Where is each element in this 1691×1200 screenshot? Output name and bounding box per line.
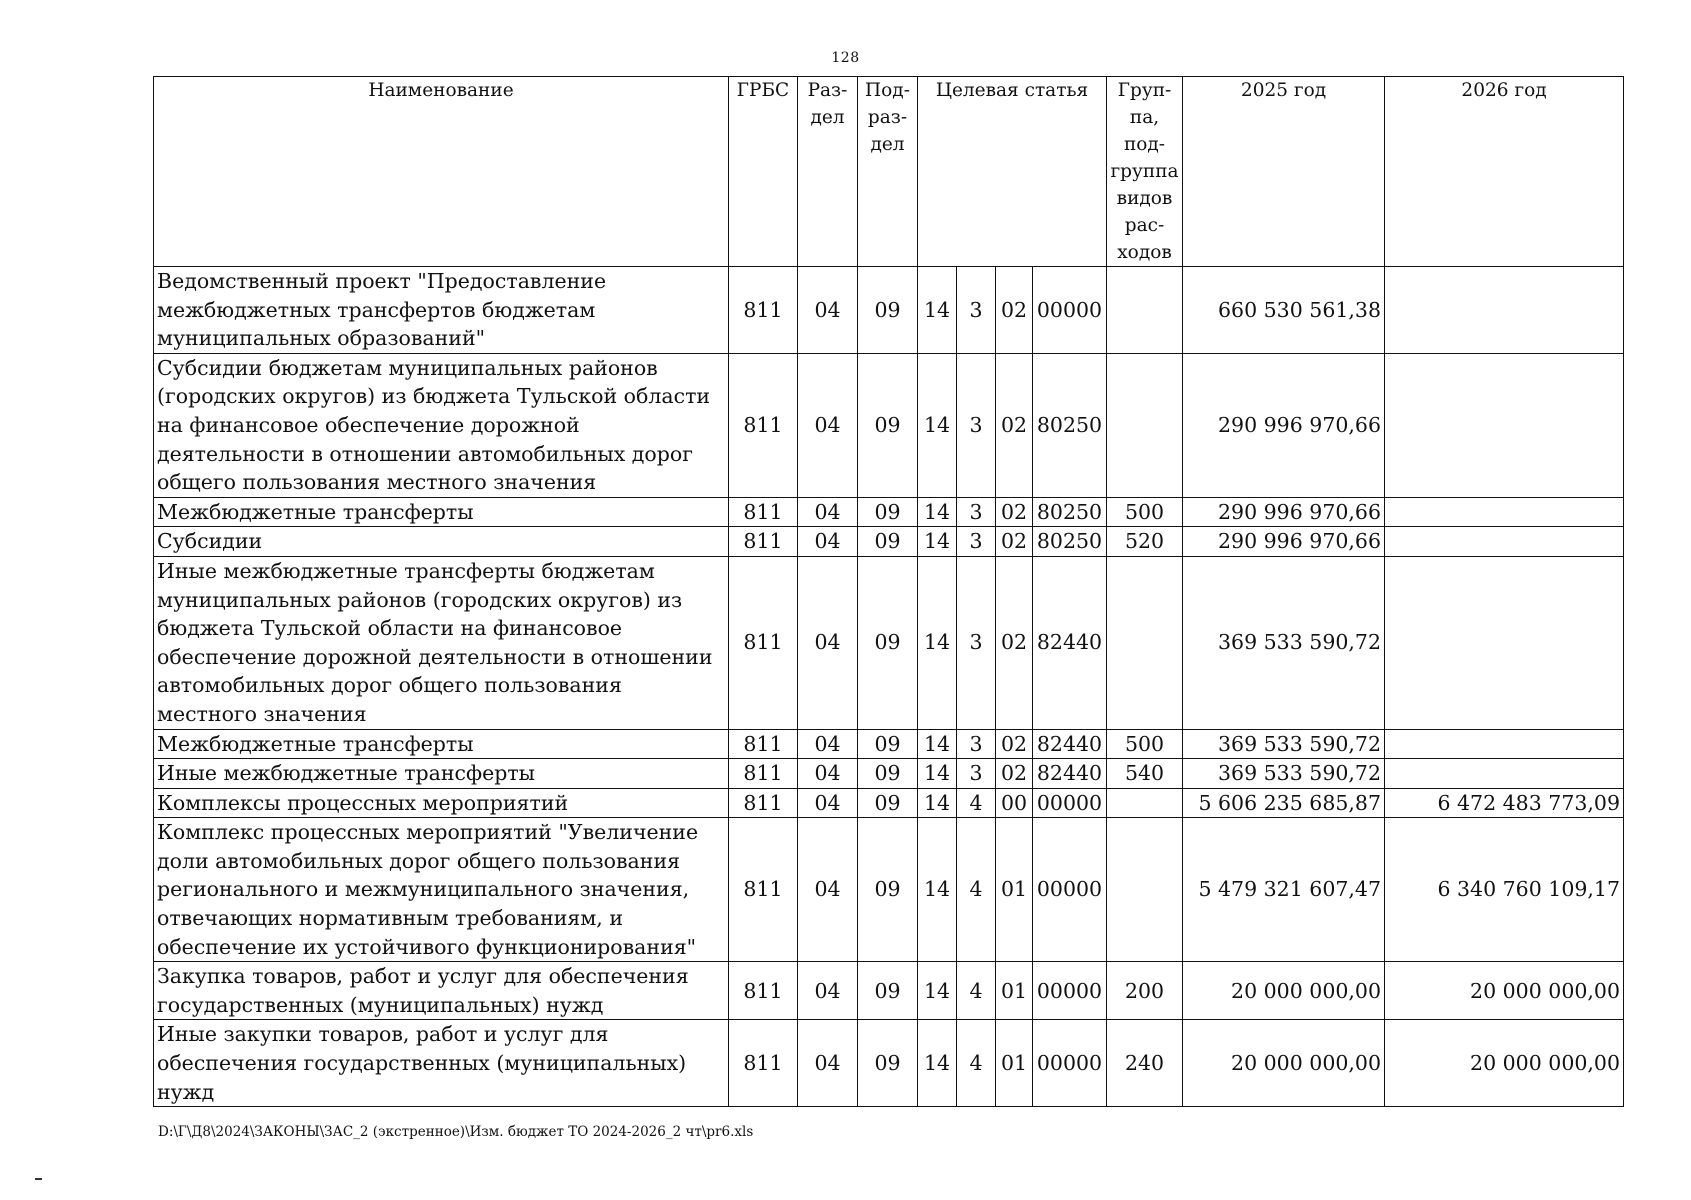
cell-target-type: 3 bbox=[957, 759, 996, 789]
table-row bbox=[154, 267, 1624, 354]
cell-target-structure: 01 bbox=[996, 1020, 1033, 1107]
cell-name: Комплексы процессных мероприятий bbox=[154, 788, 729, 818]
cell-expense-group: 520 bbox=[1107, 527, 1183, 557]
table-row bbox=[154, 527, 1624, 557]
cell-amount-2025: 290 996 970,66 bbox=[1183, 497, 1385, 527]
cell-section: 04 bbox=[798, 962, 858, 1020]
cell-target-program: 14 bbox=[918, 759, 957, 789]
cell-subsection: 09 bbox=[858, 962, 918, 1020]
cell-amount-2025: 369 533 590,72 bbox=[1183, 759, 1385, 789]
cell-target-type: 4 bbox=[957, 818, 996, 962]
cell-expense-group: 200 bbox=[1107, 962, 1183, 1020]
cell-name: Субсидии бюджетам муниципальных районов (городских округов) из бюджета Тульской области на финансовое обеспечение дорожной деятельности в отношении автомобильных дорог общего пользования местного значения bbox=[154, 353, 729, 497]
table-row bbox=[154, 497, 1624, 527]
header-section: Раз- дел bbox=[798, 77, 858, 267]
header-subsection: Под- раз- дел bbox=[858, 77, 918, 267]
cell-target-type: 3 bbox=[957, 267, 996, 354]
cell-target-type: 3 bbox=[957, 353, 996, 497]
cell-target-program: 14 bbox=[918, 818, 957, 962]
header-year-2025: 2025 год bbox=[1183, 77, 1385, 267]
cell-amount-2026: 20 000 000,00 bbox=[1385, 1020, 1624, 1107]
cell-target-direction: 00000 bbox=[1033, 267, 1107, 354]
cell-target-direction: 00000 bbox=[1033, 1020, 1107, 1107]
cell-target-program: 14 bbox=[918, 353, 957, 497]
cell-name: Закупка товаров, работ и услуг для обеспечения государственных (муниципальных) нужд bbox=[154, 962, 729, 1020]
cell-subsection: 09 bbox=[858, 556, 918, 729]
cell-expense-group: 500 bbox=[1107, 729, 1183, 759]
cell-section: 04 bbox=[798, 497, 858, 527]
cell-target-type: 3 bbox=[957, 729, 996, 759]
cell-name: Иные межбюджетные трансферты bbox=[154, 759, 729, 789]
cell-grbs: 811 bbox=[729, 556, 798, 729]
cell-target-structure: 00 bbox=[996, 788, 1033, 818]
cell-amount-2026: 20 000 000,00 bbox=[1385, 962, 1624, 1020]
cell-grbs: 811 bbox=[729, 962, 798, 1020]
cell-name: Ведомственный проект "Предоставление межбюджетных трансфертов бюджетам муниципальных образований" bbox=[154, 267, 729, 354]
cell-grbs: 811 bbox=[729, 353, 798, 497]
cell-target-structure: 02 bbox=[996, 759, 1033, 789]
table-row bbox=[154, 353, 1624, 497]
cell-subsection: 09 bbox=[858, 497, 918, 527]
cell-target-type: 3 bbox=[957, 556, 996, 729]
cell-amount-2025: 369 533 590,72 bbox=[1183, 556, 1385, 729]
cell-target-direction: 80250 bbox=[1033, 527, 1107, 557]
table-row bbox=[154, 788, 1624, 818]
cell-amount-2026 bbox=[1385, 497, 1624, 527]
cell-target-direction: 82440 bbox=[1033, 556, 1107, 729]
table-row bbox=[154, 1020, 1624, 1107]
cell-grbs: 811 bbox=[729, 267, 798, 354]
cell-subsection: 09 bbox=[858, 1020, 918, 1107]
cell-target-program: 14 bbox=[918, 556, 957, 729]
cell-target-type: 4 bbox=[957, 962, 996, 1020]
cell-target-program: 14 bbox=[918, 1020, 957, 1107]
cell-target-structure: 01 bbox=[996, 818, 1033, 962]
cell-section: 04 bbox=[798, 729, 858, 759]
table-body bbox=[154, 267, 1624, 1107]
cell-amount-2025: 5 479 321 607,47 bbox=[1183, 818, 1385, 962]
cell-target-structure: 02 bbox=[996, 353, 1033, 497]
cell-target-structure: 02 bbox=[996, 729, 1033, 759]
cell-amount-2025: 20 000 000,00 bbox=[1183, 962, 1385, 1020]
cell-subsection: 09 bbox=[858, 267, 918, 354]
cell-amount-2025: 20 000 000,00 bbox=[1183, 1020, 1385, 1107]
cell-subsection: 09 bbox=[858, 788, 918, 818]
cell-subsection: 09 bbox=[858, 527, 918, 557]
cell-amount-2025: 290 996 970,66 bbox=[1183, 353, 1385, 497]
cell-target-direction: 80250 bbox=[1033, 353, 1107, 497]
cell-subsection: 09 bbox=[858, 729, 918, 759]
cell-section: 04 bbox=[798, 353, 858, 497]
cell-expense-group bbox=[1107, 267, 1183, 354]
cell-target-type: 3 bbox=[957, 497, 996, 527]
cell-target-program: 14 bbox=[918, 527, 957, 557]
page-number: 128 bbox=[831, 50, 860, 66]
cell-target-direction: 80250 bbox=[1033, 497, 1107, 527]
table-row bbox=[154, 556, 1624, 729]
cell-section: 04 bbox=[798, 527, 858, 557]
cell-grbs: 811 bbox=[729, 788, 798, 818]
cell-section: 04 bbox=[798, 267, 858, 354]
cell-name: Иные межбюджетные трансферты бюджетам муниципальных районов (городских округов) из бюджета Тульской области на финансовое обеспечение дорожной деятельности в отношении автомобильных дорог общего пользования местного значения bbox=[154, 556, 729, 729]
cell-expense-group bbox=[1107, 353, 1183, 497]
header-grbs: ГРБС bbox=[729, 77, 798, 267]
cell-amount-2026 bbox=[1385, 759, 1624, 789]
cell-amount-2026: 6 340 760 109,17 bbox=[1385, 818, 1624, 962]
cell-target-direction: 82440 bbox=[1033, 759, 1107, 789]
cell-target-structure: 02 bbox=[996, 556, 1033, 729]
cell-name: Комплекс процессных мероприятий "Увеличение доли автомобильных дорог общего пользования регионального и межмуниципального значения, отвечающих нормативным требованиям, и обеспечение их устойчивого функционирования" bbox=[154, 818, 729, 962]
cell-target-program: 14 bbox=[918, 788, 957, 818]
cell-expense-group: 540 bbox=[1107, 759, 1183, 789]
cell-grbs: 811 bbox=[729, 729, 798, 759]
cell-expense-group bbox=[1107, 818, 1183, 962]
cell-amount-2025: 660 530 561,38 bbox=[1183, 267, 1385, 354]
budget-table bbox=[153, 76, 1624, 1107]
cell-name: Межбюджетные трансферты bbox=[154, 729, 729, 759]
cell-expense-group bbox=[1107, 788, 1183, 818]
cell-target-structure: 02 bbox=[996, 267, 1033, 354]
cell-section: 04 bbox=[798, 556, 858, 729]
cell-name: Межбюджетные трансферты bbox=[154, 497, 729, 527]
table-row bbox=[154, 818, 1624, 962]
header-expense-group: Груп- па, под- группа видов рас- ходов bbox=[1107, 77, 1183, 267]
cell-grbs: 811 bbox=[729, 818, 798, 962]
table-row bbox=[154, 729, 1624, 759]
table-row bbox=[154, 962, 1624, 1020]
table-header-row bbox=[154, 77, 1624, 267]
cell-section: 04 bbox=[798, 759, 858, 789]
cell-expense-group bbox=[1107, 556, 1183, 729]
cell-target-structure: 02 bbox=[996, 497, 1033, 527]
cell-amount-2026 bbox=[1385, 353, 1624, 497]
cell-target-program: 14 bbox=[918, 497, 957, 527]
cell-target-structure: 01 bbox=[996, 962, 1033, 1020]
cell-target-type: 3 bbox=[957, 527, 996, 557]
cell-section: 04 bbox=[798, 1020, 858, 1107]
cell-target-direction: 00000 bbox=[1033, 788, 1107, 818]
stray-mark bbox=[35, 1178, 42, 1180]
cell-target-direction: 00000 bbox=[1033, 818, 1107, 962]
cell-section: 04 bbox=[798, 788, 858, 818]
cell-amount-2026 bbox=[1385, 729, 1624, 759]
file-path-footer: D:\Г\Д8\2024\ЗАКОНЫ\ЗАС_2 (экстренное)\Изм. бюджет ТО 2024-2026_2 чт\pr6.xls bbox=[158, 1124, 754, 1140]
cell-amount-2026 bbox=[1385, 556, 1624, 729]
cell-grbs: 811 bbox=[729, 759, 798, 789]
cell-amount-2025: 5 606 235 685,87 bbox=[1183, 788, 1385, 818]
cell-subsection: 09 bbox=[858, 759, 918, 789]
cell-name: Субсидии bbox=[154, 527, 729, 557]
cell-target-structure: 02 bbox=[996, 527, 1033, 557]
cell-expense-group: 500 bbox=[1107, 497, 1183, 527]
header-target-article: Целевая статья bbox=[918, 77, 1107, 267]
cell-amount-2026: 6 472 483 773,09 bbox=[1385, 788, 1624, 818]
cell-target-type: 4 bbox=[957, 788, 996, 818]
header-year-2026: 2026 год bbox=[1385, 77, 1624, 267]
cell-section: 04 bbox=[798, 818, 858, 962]
table-row bbox=[154, 759, 1624, 789]
cell-target-program: 14 bbox=[918, 962, 957, 1020]
cell-target-direction: 82440 bbox=[1033, 729, 1107, 759]
cell-target-program: 14 bbox=[918, 267, 957, 354]
cell-target-type: 4 bbox=[957, 1020, 996, 1107]
header-name: Наименование bbox=[154, 77, 729, 267]
cell-expense-group: 240 bbox=[1107, 1020, 1183, 1107]
cell-subsection: 09 bbox=[858, 818, 918, 962]
cell-target-direction: 00000 bbox=[1033, 962, 1107, 1020]
cell-grbs: 811 bbox=[729, 1020, 798, 1107]
cell-grbs: 811 bbox=[729, 497, 798, 527]
cell-amount-2026 bbox=[1385, 527, 1624, 557]
cell-amount-2025: 369 533 590,72 bbox=[1183, 729, 1385, 759]
cell-target-program: 14 bbox=[918, 729, 957, 759]
cell-amount-2026 bbox=[1385, 267, 1624, 354]
cell-amount-2025: 290 996 970,66 bbox=[1183, 527, 1385, 557]
cell-subsection: 09 bbox=[858, 353, 918, 497]
cell-grbs: 811 bbox=[729, 527, 798, 557]
cell-name: Иные закупки товаров, работ и услуг для обеспечения государственных (муниципальных) нужд bbox=[154, 1020, 729, 1107]
